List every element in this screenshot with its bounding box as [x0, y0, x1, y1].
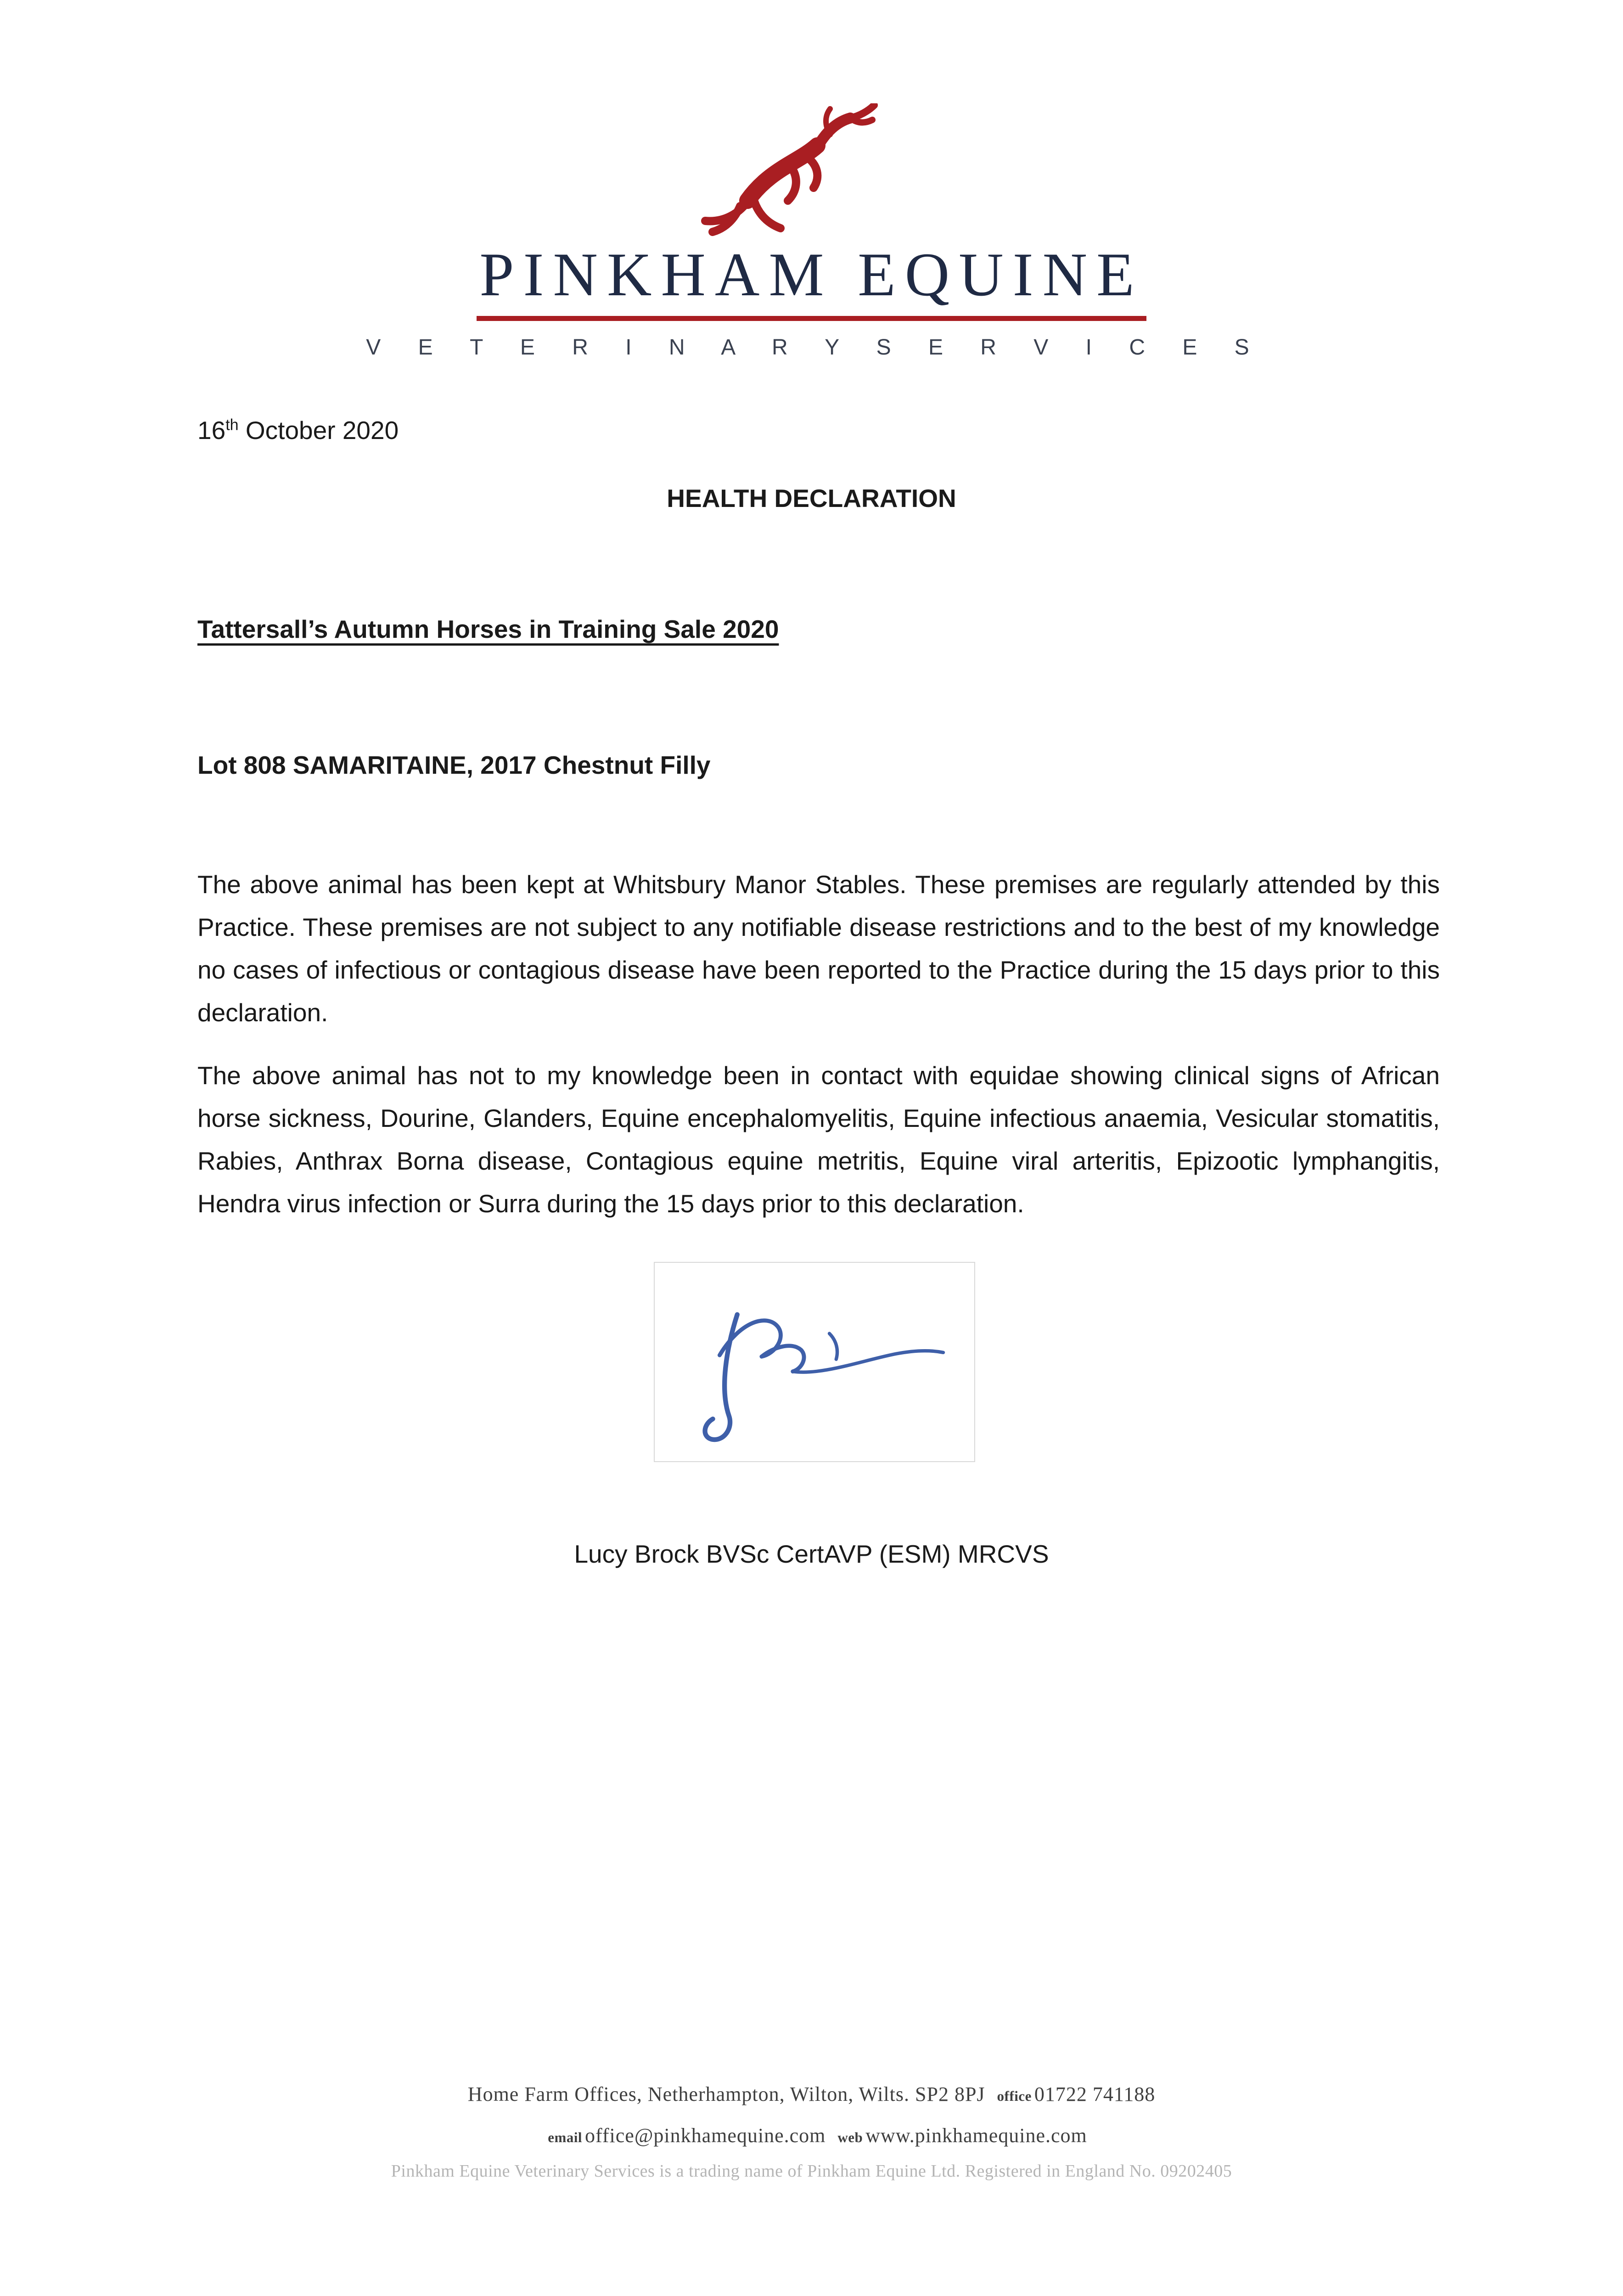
email-address: office@pinkhamequine.com: [585, 2124, 826, 2147]
footer-contact-line: [0, 2124, 1623, 2147]
brand-subtitle: V E T E R I N A R Y S E R V I C E S: [366, 335, 1265, 360]
web-address: www.pinkhamequine.com: [865, 2124, 1087, 2147]
footer-legal-line: Pinkham Equine Veterinary Services is a trading name of Pinkham Equine Ltd. Registered in England No. 09202405: [391, 2161, 1232, 2181]
email-label: email: [548, 2129, 583, 2145]
lot-heading: Lot 808 SAMARITAINE, 2017 Chestnut Filly: [197, 751, 711, 779]
brand-wordmark: PINKHAM EQUINE: [477, 244, 1146, 321]
signatory-name: Lucy Brock BVSc CertAVP (ESM) MRCVS: [574, 1540, 1049, 1568]
document-title: HEALTH DECLARATION: [667, 484, 956, 512]
declaration-paragraph-premises: The above animal has been kept at Whitsbury Manor Stables. These premises are regularly attended by this Practice. These premises are not subject to any notifiable disease restrictions and to the best of my knowledge no cases of infectious or contagious disease have been reported to the Practice during the 15 days prior to this declaration.: [197, 870, 1440, 1027]
letter-date: [197, 416, 399, 445]
footer-address-line: [0, 2082, 1623, 2106]
letterhead: [0, 103, 1623, 360]
footer-address: Home Farm Offices, Netherhampton, Wilton, Wilts. SP2 8PJ: [467, 2083, 985, 2105]
declaration-paragraph-diseases: The above animal has not to my knowledge been in contact with equidae showing clinical signs of African horse sickness, Dourine, Glanders, Equine encephalomyelitis, Equine infectious anaemia, Vesicular stomatitis, Rabies, Anthrax Borna disease, Contagious equine metritis, Equine viral arteritis, Epizootic lymphangitis, Hendra virus infection or Surra during the 15 days prior to this declaration.: [197, 1061, 1440, 1218]
sale-heading: Tattersall’s Autumn Horses in Training Sale 2020: [197, 615, 779, 643]
office-label: office: [997, 2088, 1032, 2104]
date-day: 16: [197, 416, 226, 445]
date-ordinal-suffix: th: [225, 416, 239, 434]
office-phone: 01722 741188: [1034, 2083, 1156, 2105]
web-label: web: [837, 2129, 863, 2145]
rearing-horse-icon: [692, 103, 931, 241]
date-rest: October 2020: [238, 416, 399, 445]
handwritten-signature-icon: [672, 1274, 957, 1450]
signature-image: [654, 1262, 975, 1462]
